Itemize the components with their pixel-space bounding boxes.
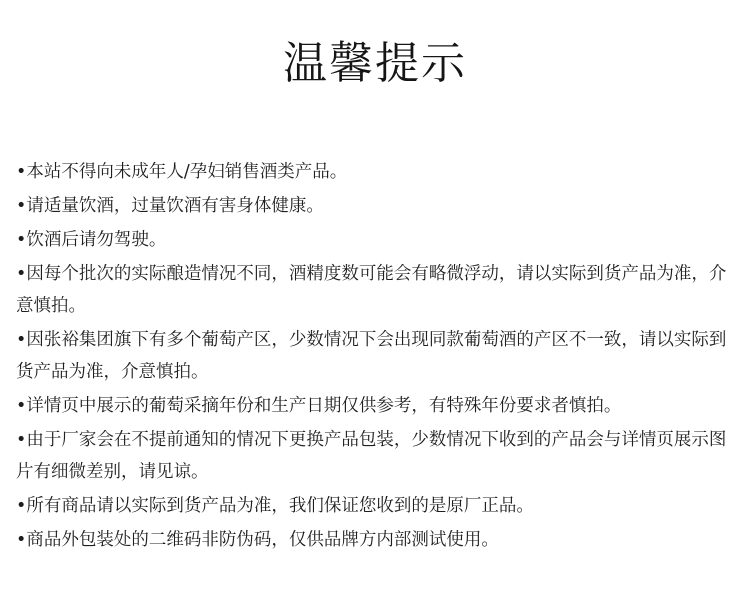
notice-no-driving: •饮酒后请勿驾驶。 (16, 230, 167, 250)
notice-moderate-drinking: •请适量饮酒，过量饮酒有害身体健康。 (16, 196, 324, 216)
notice-region-variation: •因张裕集团旗下有多个葡萄产区，少数情况下会出现同款葡萄酒的产区不一致，请以实际到货产品为准，介意慎拍。 (16, 330, 727, 382)
notice-genuine-products: •所有商品请以实际到货产品为准，我们保证您收到的是原厂正品。 (16, 496, 534, 516)
notice-minors: •本站不得向未成年人/孕妇销售酒类产品。 (16, 162, 348, 182)
notice-list (16, 156, 736, 558)
notice-packaging-change: •由于厂家会在不提前通知的情况下更换产品包装，少数情况下收到的产品会与详情页展示图片有细微差别，请见谅。 (16, 430, 727, 482)
page-title: 温馨提示 (283, 38, 467, 89)
notice-alcohol-variation: •因每个批次的实际酿造情况不同，酒精度数可能会有略微浮动，请以实际到货产品为准，介意慎拍。 (16, 264, 727, 316)
notice-vintage-reference: •详情页中展示的葡萄采摘年份和生产日期仅供参考，有特殊年份要求者慎拍。 (16, 396, 622, 416)
notice-qr-code: •商品外包装处的二维码非防伪码，仅供品牌方内部测试使用。 (16, 530, 499, 550)
